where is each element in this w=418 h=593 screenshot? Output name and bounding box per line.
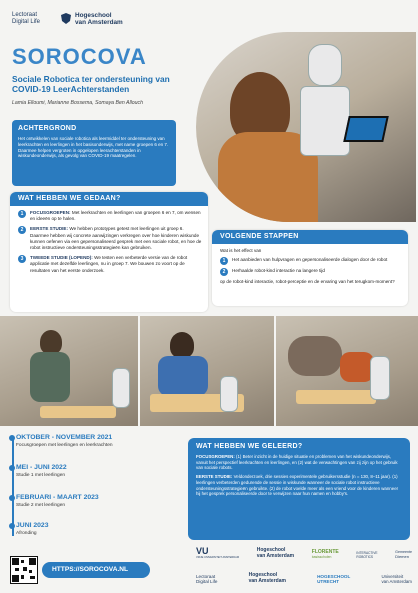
partner-logo-vu: VU VRIJE UNIVERSITEIT AMSTERDAM	[196, 546, 240, 559]
achtergrond-heading: ACHTERGROND	[18, 125, 77, 132]
timeline-item	[16, 434, 113, 448]
partner-logo-hva: Hogeschool van Amsterdam	[256, 547, 295, 559]
child-body	[30, 352, 70, 402]
lectoraat-line2: Digital Life	[12, 19, 41, 25]
website-link[interactable]: HTTPS://SOROCOVA.NL	[42, 562, 150, 578]
subtitle	[12, 74, 170, 94]
geleerd-p1-label: FOCUSGROEPEN:	[196, 454, 235, 459]
geleerd-p1	[196, 454, 402, 471]
step-number: 2	[18, 226, 26, 234]
timeline	[10, 434, 180, 544]
photo-2	[140, 316, 274, 426]
geleerd-p1-text: (1) Beter inzicht in de huidige situatie en problemen van het wiskundeonderwijs, vanuit het perspectief leerkrachten en leerlingen, en (2) wat de verwachtingen van zij zijn op het gebruik van sociale robots.	[196, 454, 398, 471]
lectoraat-logo	[12, 12, 40, 26]
timeline-text: Studie 1 met leerlingen	[16, 473, 66, 478]
step-label: FOCUSGROEPEN:	[30, 210, 71, 215]
step-text: Met leerkrachten en leerlingen van groepen 6 en 7, om wensen en ideeën op te halen.	[30, 210, 201, 222]
subtitle-line1: Sociale Robotica ter ondersteuning van	[12, 74, 170, 84]
timeline-text: Focusgroepen met leerlingen en leerkrachten	[16, 443, 113, 448]
lectoraat-line1: Lectoraat	[12, 12, 38, 18]
hero-photo	[196, 32, 416, 222]
gedaan-header	[10, 192, 208, 206]
step-number: 1	[220, 257, 228, 265]
mat	[296, 390, 376, 404]
step-text: We hebben prototypes getest met leerlingen uit groep 6. Daarmee hebben wij concrete aanwijzingen verkregen over hoe kinderen wiskunde kunnen oefenen via een gepersonaliseerd gesprek met een sociale robot, en hoe de robot instructieve ondersteuningsstrategieën kan gebruiken.	[30, 226, 202, 251]
child-body	[158, 356, 208, 396]
timeline-text: Studie 2 met leerlingen	[16, 503, 66, 508]
photo-3	[276, 316, 418, 426]
volgende-outro: op de robot-kind interactie, robot-perceptie en de ervaring van het terugkom-moment?	[220, 279, 395, 285]
timeline-item	[16, 494, 99, 508]
child-body-2	[340, 352, 374, 382]
photo-1	[0, 316, 138, 426]
timeline-dot	[9, 523, 15, 529]
robot	[370, 356, 390, 400]
partner-logo-hu: HOGESCHOOL UTRECHT	[317, 574, 351, 584]
timeline-item	[16, 464, 67, 478]
volgende-panel	[212, 230, 408, 306]
child-head	[170, 332, 194, 358]
partner-logo-uva: Universiteit van Amsterdam	[381, 574, 412, 584]
volgende-item-2	[220, 268, 402, 276]
step-number: 2	[220, 268, 228, 276]
hva-emblem-icon	[60, 13, 72, 25]
timeline-dot	[9, 495, 15, 501]
geleerd-p2	[196, 474, 402, 497]
volgende-item-1	[220, 257, 402, 265]
timeline-date: MEI - JUNI 2022	[16, 464, 67, 471]
partner-logo-interactive-robotics: INTERACTIVE ROBOTICS	[356, 551, 378, 559]
partner-logo-lectoraat: Lectoraat Digital Life	[196, 574, 218, 584]
robot	[112, 368, 130, 408]
tablet	[343, 116, 389, 142]
gedaan-panel	[10, 192, 208, 312]
child-head	[40, 330, 62, 354]
step-label: EERSTE STUDIE:	[30, 226, 69, 232]
timeline-item	[16, 522, 49, 536]
timeline-line	[12, 438, 14, 536]
step-text: We testen een verbeterde versie van de robot applicatie met dezelfde leerlingen, nu in groep 7. We bouwen zo voort op de resultaten van het eerste onderzoek.	[30, 255, 188, 273]
timeline-dot	[9, 465, 15, 471]
subtitle-line2: COVID-19 LeerAchterstanden	[12, 84, 130, 94]
achtergrond-text: Het ontwikkelen van sociale robotica als leermiddel ter ondersteuning van leerkrachten en leerlingen in het basisonderwijs, met name groepen 6 en 7. Daarmee helpen vergroten in opgelopen leerachterstanden in wiskundeonderwijs, als gevolg van COVID-19 maatregelen.	[18, 136, 169, 159]
gedaan-item-1	[18, 210, 202, 222]
gedaan-item-2	[18, 226, 202, 251]
gedaan-list	[18, 210, 202, 274]
timeline-date: JUNI 2023	[16, 522, 49, 529]
gedaan-item-3	[18, 255, 202, 274]
geleerd-heading: WAT HEBBEN WE GELEERD?	[196, 443, 303, 450]
robot-body	[300, 86, 350, 156]
hva-line2: van Amsterdam	[75, 19, 123, 26]
robot	[220, 376, 238, 412]
mat	[40, 406, 116, 418]
partner-logo-florente: FLORENTE basisscholen	[311, 549, 339, 559]
partner-row-2	[196, 572, 412, 584]
child-body	[288, 336, 342, 376]
geleerd-p2-label: EERSTE STUDIE:	[196, 474, 233, 480]
volgende-content	[220, 248, 402, 285]
achtergrond-box	[12, 120, 176, 186]
step-text: Het aanbieden van hulpvragen en gepersonaliseerde dialogen door de robot	[232, 257, 388, 263]
step-label: TWEEDE STUDIE (LOPEND):	[30, 255, 93, 261]
volgende-heading: VOLGENDE STAPPEN	[220, 233, 299, 240]
page-title: SOROCOVA	[12, 44, 147, 69]
partner-logo-hva-2: Hogeschool van Amsterdam	[248, 572, 286, 584]
volgende-intro: Wat is het effect van	[220, 248, 262, 253]
step-number: 3	[18, 255, 26, 263]
hva-line1: Hogeschool	[75, 12, 112, 19]
timeline-dot	[9, 435, 15, 441]
geleerd-p2-text: Veldonderzoek, drie sessies experimentele gebruikersstudie (n = 130, 8–11 jaar). (1) leerlingen verbeterden gedurende de sessie in wiskunde wanneer de sociale robot instructieve ondersteuningsstrategieën gebruikte. (2) de robot voelde meer als een vriend voor de kinderen wanneer hij het gesprek personaliseerde door te verwijzen naar hun namen en hobby's.	[196, 474, 399, 497]
robot-head	[308, 44, 342, 86]
step-text: Herhaalde robot-kind interactie na langere tijd	[232, 268, 325, 274]
hva-logo	[60, 12, 123, 26]
partner-row-1	[196, 546, 412, 559]
timeline-text: Afronding	[16, 531, 37, 536]
volgende-header	[212, 230, 408, 244]
geleerd-box	[188, 438, 410, 540]
authors: Lamia Elloumi, Marianne Bossema, Somaya Ben Allouch	[12, 100, 143, 106]
timeline-date: OKTOBER - NOVEMBER 2021	[16, 434, 113, 441]
qr-code-icon	[10, 556, 38, 584]
partner-logo-diemen: Gemeente Diemen	[395, 550, 412, 559]
step-number: 1	[18, 210, 26, 218]
gedaan-heading: WAT HEBBEN WE GEDAAN?	[18, 195, 121, 202]
timeline-date: FEBRUARI - MAART 2023	[16, 494, 99, 501]
